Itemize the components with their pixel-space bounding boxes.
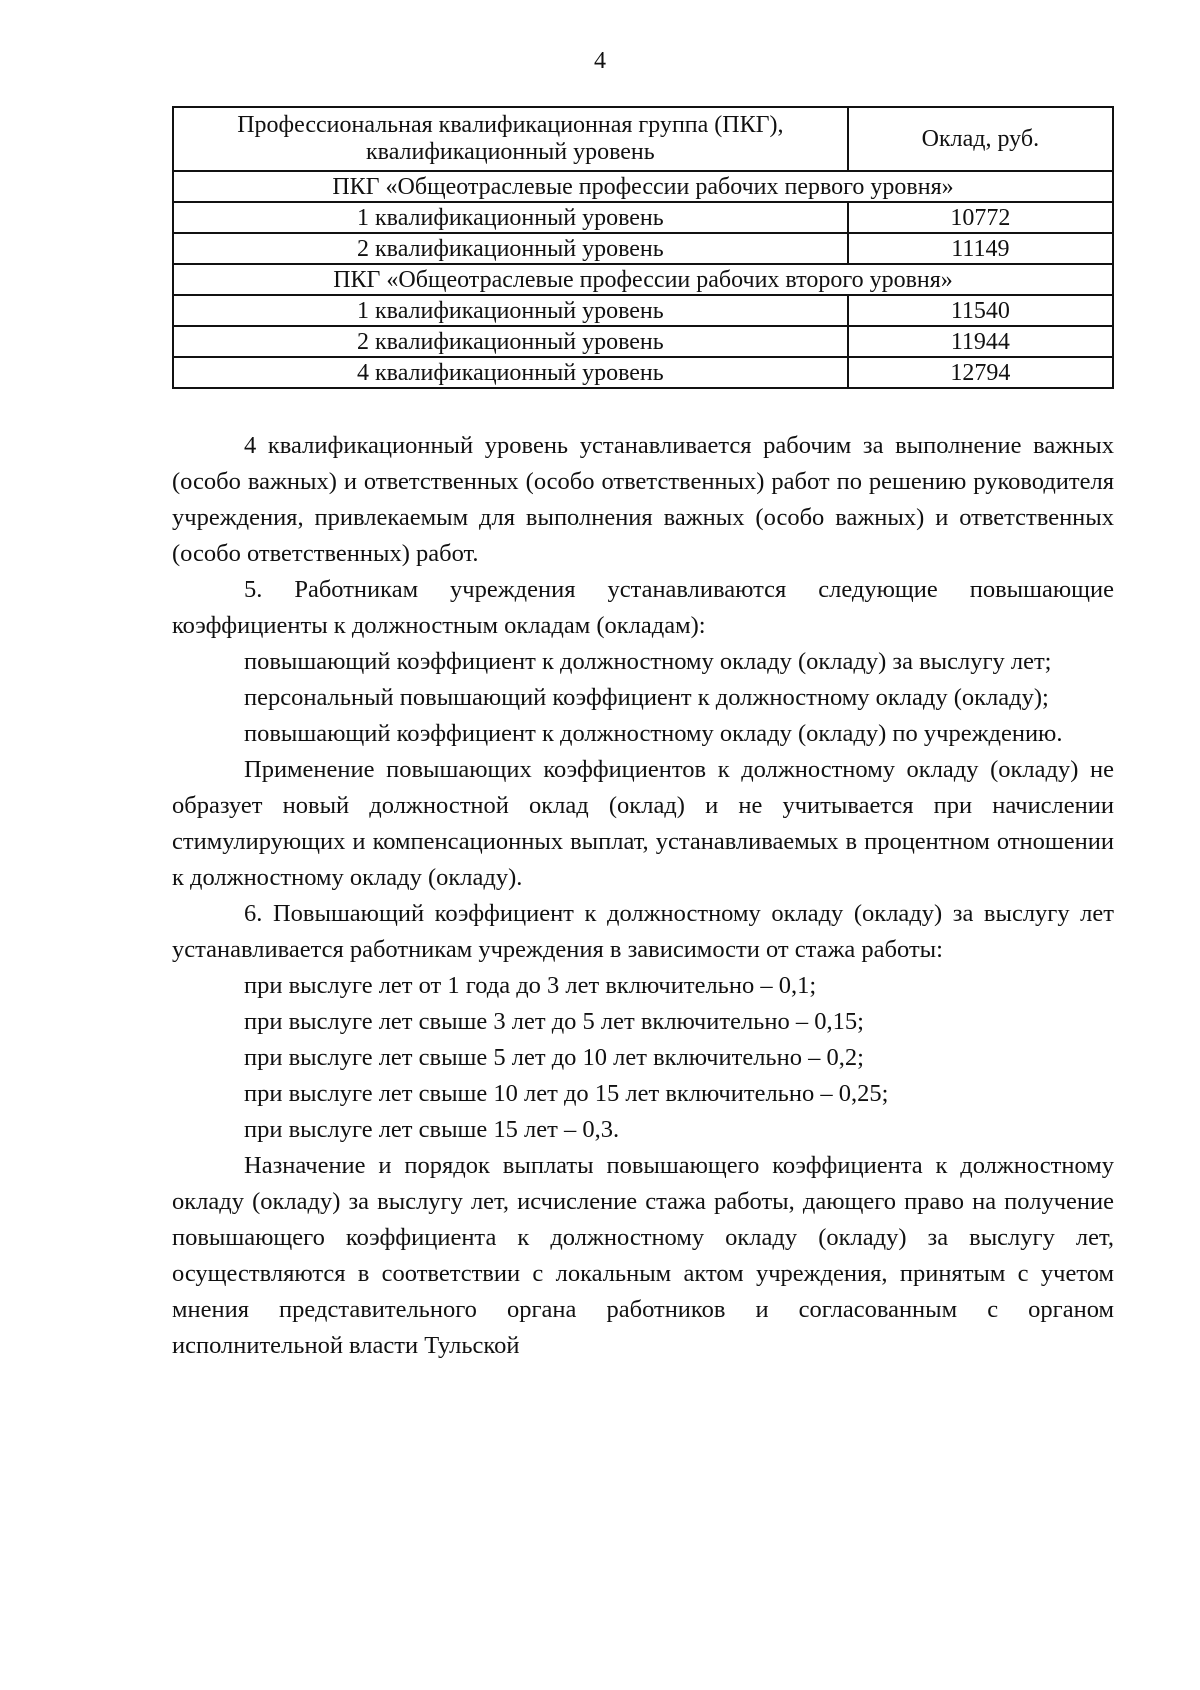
- body-text: [172, 428, 1114, 1364]
- paragraph: персональный повышающий коэффициент к должностному окладу (окладу);: [244, 684, 1049, 711]
- list-item: при выслуге лет свыше 15 лет – 0,3.: [244, 1116, 620, 1143]
- level-cell: 1 квалификационный уровень: [173, 202, 848, 233]
- table-section-row: [173, 264, 1113, 295]
- list-item: при выслуге лет от 1 года до 3 лет включительно – 0,1;: [244, 972, 817, 999]
- list-item: при выслуге лет свыше 5 лет до 10 лет включительно – 0,2;: [244, 1044, 864, 1071]
- table-row: [173, 295, 1113, 326]
- header-group: Профессиональная квалификационная группа (ПКГ), квалификационный уровень: [173, 107, 848, 171]
- paragraph: Назначение и порядок выплаты повышающего коэффициента к должностному окладу (окладу) за выслугу лет, исчисление стажа работы, дающего право на получение повышающего коэффициента к должностному окладу (окладу) за выслугу лет, осуществляются в соответствии с локальным актом учреждения, принятым с учетом мнения представительного органа работников и согласованным с органом исполнительной власти Тульской: [172, 1152, 1114, 1359]
- paragraph: повышающий коэффициент к должностному окладу (окладу) по учреждению.: [244, 720, 1063, 747]
- paragraph: 4 квалификационный уровень устанавливается рабочим за выполнение важных (особо важных) и ответственных (особо ответственных) работ по решению руководителя учреждения, привлекаемым для выполнения важных (особо важных) и ответственных (особо ответственных) работ.: [172, 432, 1114, 567]
- section-title: ПКГ «Общеотраслевые профессии рабочих первого уровня»: [173, 171, 1113, 202]
- list-item: при выслуге лет свыше 10 лет до 15 лет включительно – 0,25;: [244, 1080, 889, 1107]
- table-row: [173, 202, 1113, 233]
- salary-cell: 10772: [848, 202, 1113, 233]
- level-cell: 2 квалификационный уровень: [173, 233, 848, 264]
- table-row: [173, 357, 1113, 388]
- salary-cell: 12794: [848, 357, 1113, 388]
- paragraph: 6. Повышающий коэффициент к должностному окладу (окладу) за выслугу лет устанавливается работникам учреждения в зависимости от стажа работы:: [172, 900, 1114, 963]
- level-cell: 2 квалификационный уровень: [173, 326, 848, 357]
- salary-cell: 11540: [848, 295, 1113, 326]
- table-row: [173, 233, 1113, 264]
- salary-cell: 11944: [848, 326, 1113, 357]
- table-section-row: [173, 171, 1113, 202]
- level-cell: 4 квалификационный уровень: [173, 357, 848, 388]
- paragraph: 5. Работникам учреждения устанавливаются следующие повышающие коэффициенты к должностным окладам (окладам):: [172, 576, 1114, 639]
- section-title: ПКГ «Общеотраслевые профессии рабочих второго уровня»: [173, 264, 1113, 295]
- page-number: 4: [594, 48, 606, 74]
- salary-cell: 11149: [848, 233, 1113, 264]
- table-header-row: [173, 107, 1113, 171]
- salary-table: [172, 106, 1114, 389]
- table-row: [173, 326, 1113, 357]
- level-cell: 1 квалификационный уровень: [173, 295, 848, 326]
- paragraph: повышающий коэффициент к должностному окладу (окладу) за выслугу лет;: [244, 648, 1052, 675]
- list-item: при выслуге лет свыше 3 лет до 5 лет включительно – 0,15;: [244, 1008, 864, 1035]
- header-salary: Оклад, руб.: [848, 107, 1113, 171]
- paragraph: Применение повышающих коэффициентов к должностному окладу (окладу) не образует новый должностной оклад (оклад) и не учитывается при начислении стимулирующих и компенсационных выплат, устанавливаемых в процентном отношении к должностному окладу (окладу).: [172, 756, 1114, 891]
